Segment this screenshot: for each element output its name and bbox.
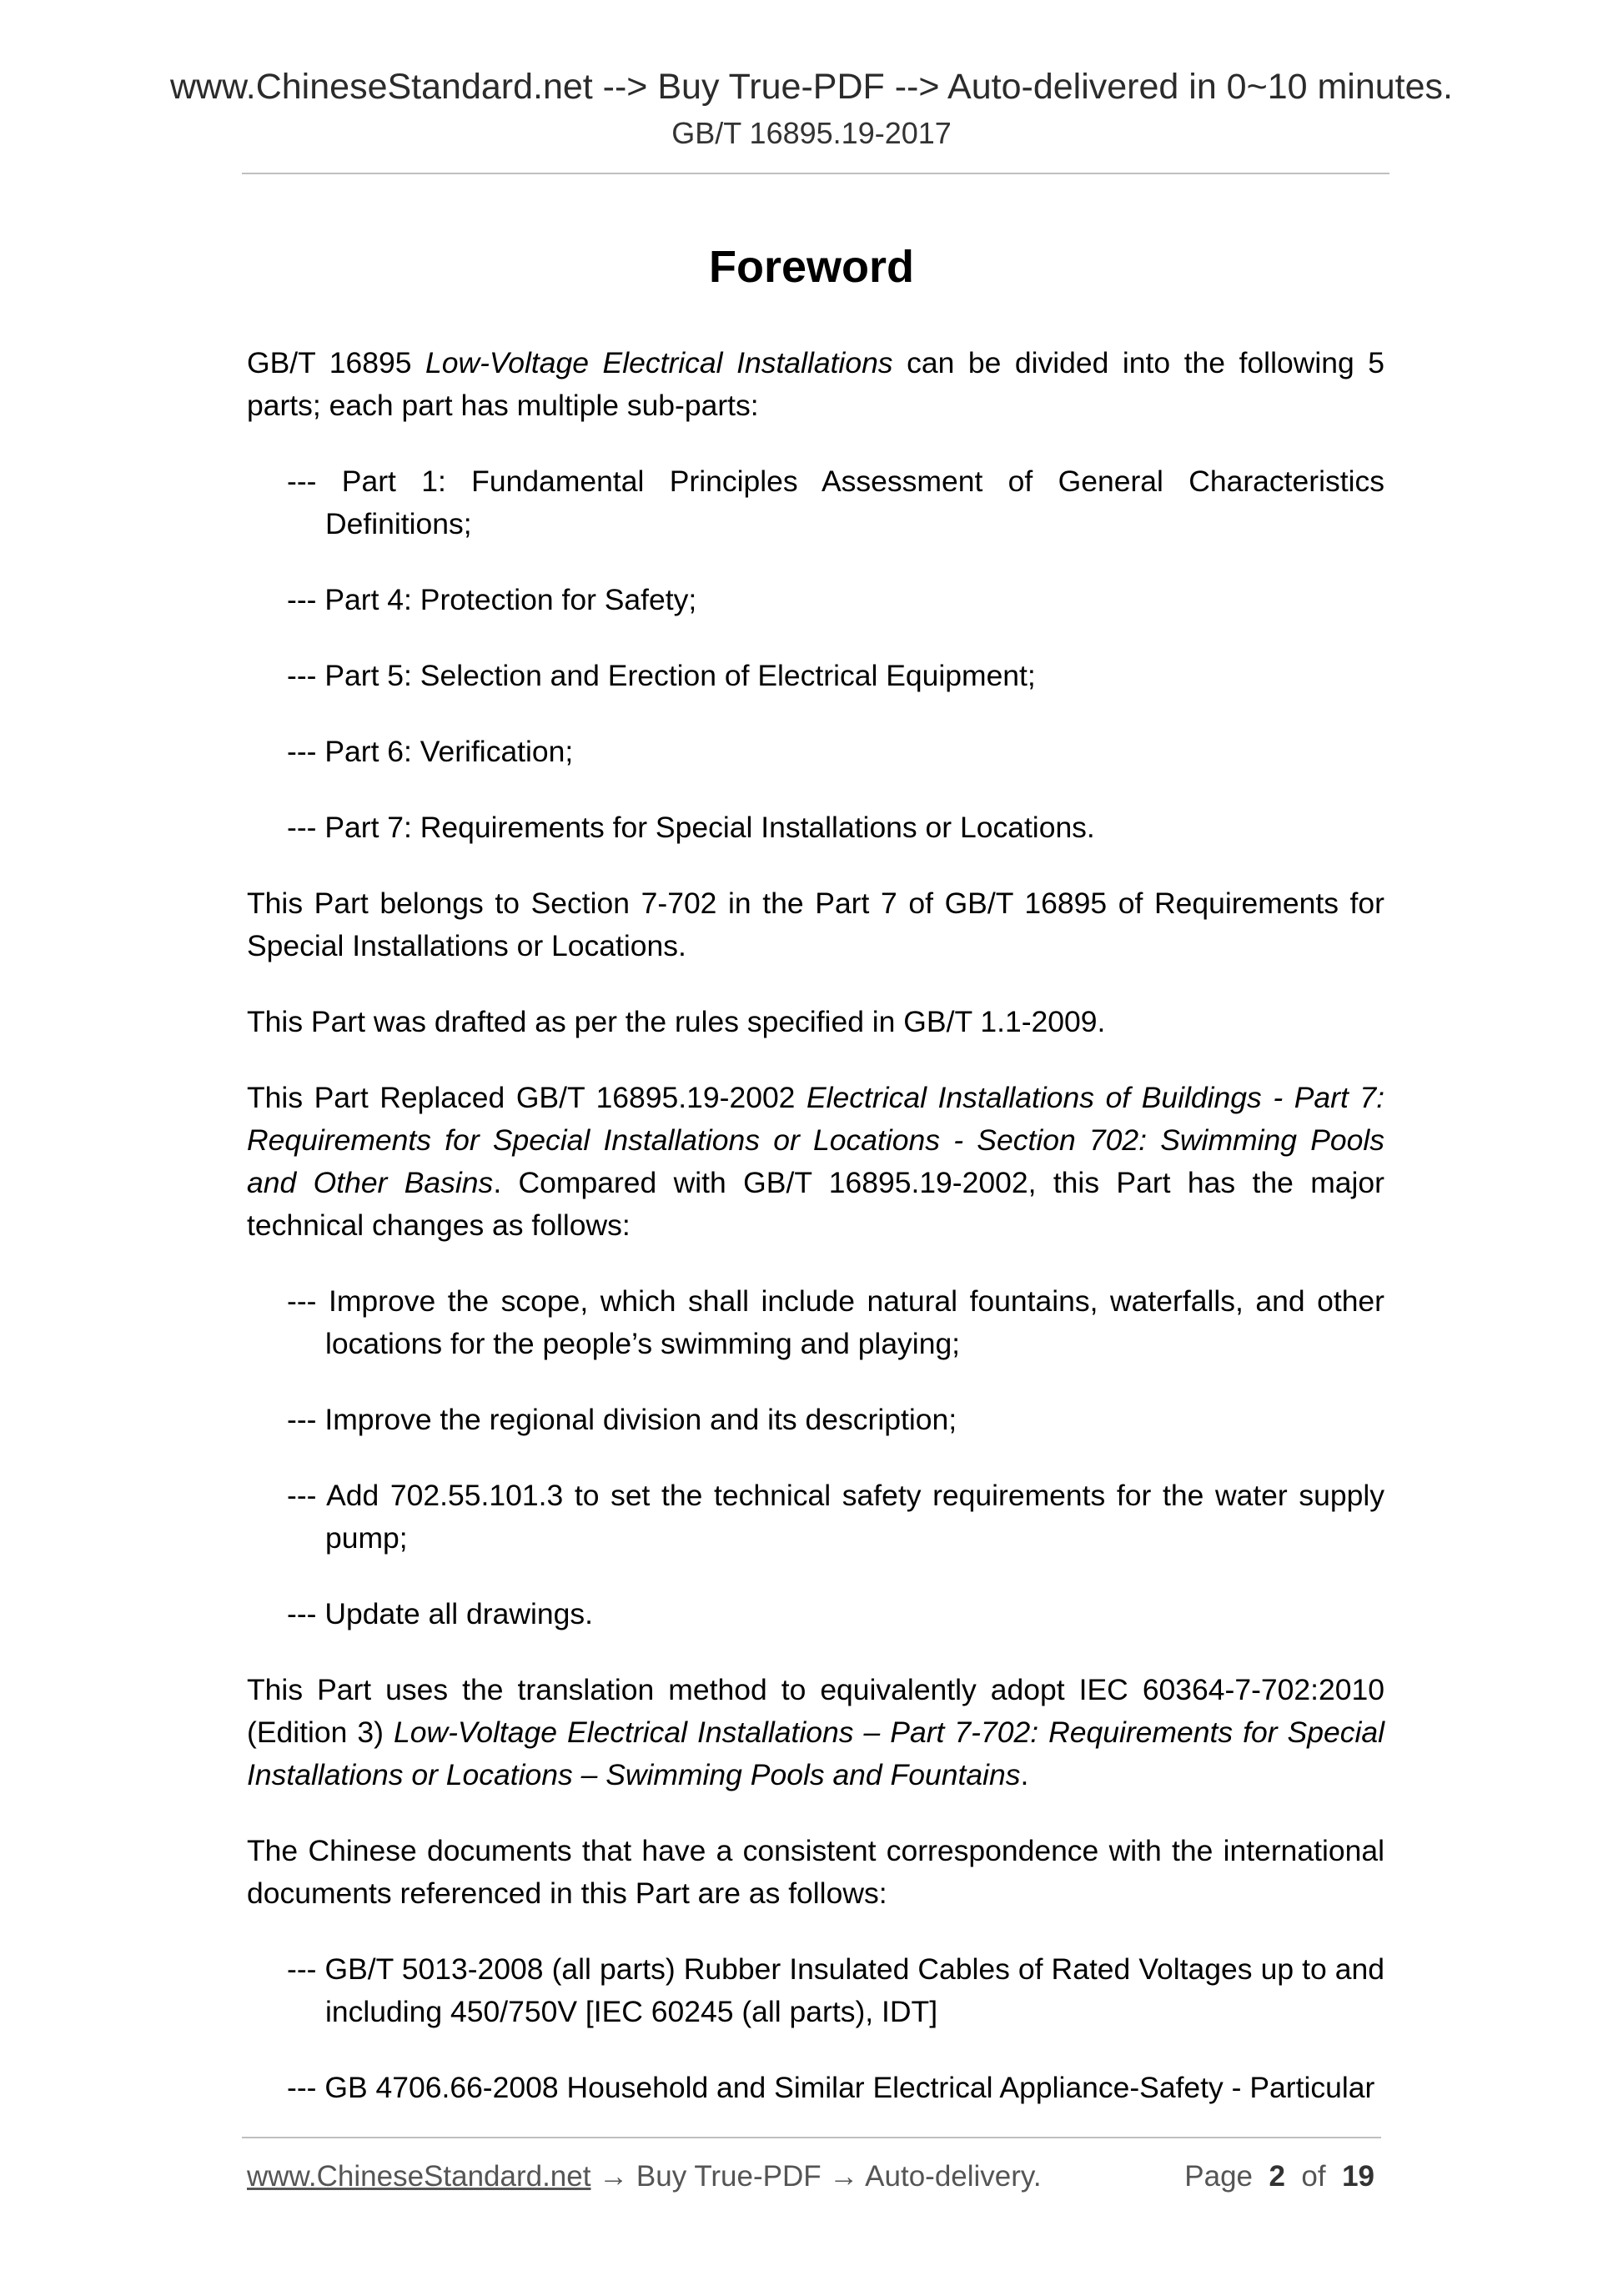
list-item: --- Update all drawings. <box>287 1597 593 1630</box>
adoption-text-c: . <box>1020 1758 1029 1791</box>
page-title: Foreword <box>708 242 914 292</box>
adoption-text-a: This Part uses the translation method to equivalently adopt IEC 60364-7-702:2010 (Edition 3) <box>247 1673 1384 1749</box>
references-list <box>247 1948 1384 2109</box>
of-label: of <box>1301 2160 1326 2193</box>
replacement-text-a: This Part Replaced GB/T 16895.19-2002 <box>247 1081 806 1114</box>
adoption-title-italic: Low-Voltage Electrical Installations – Part 7-702: Requirements for Special Installations or Locations – Swimming Pools and Fountains <box>247 1716 1384 1791</box>
footer-site-link[interactable]: www.ChineseStandard.net <box>247 2160 591 2193</box>
list-item: --- Part 6: Verification; <box>287 735 574 768</box>
adoption-paragraph <box>247 1669 1384 1796</box>
footer-divider <box>242 2137 1381 2138</box>
page-label: Page <box>1184 2160 1254 2193</box>
header-divider <box>242 173 1389 174</box>
total-pages: 19 <box>1342 2160 1374 2193</box>
list-item: --- Part 7: Requirements for Special Installations or Locations. <box>287 811 1095 844</box>
drafting-paragraph: This Part was drafted as per the rules specified in GB/T 1.1-2009. <box>247 1005 1106 1038</box>
list-item: --- Part 1: Fundamental Principles Assessment of General Characteristics Definitions; <box>287 465 1384 540</box>
list-item: --- Improve the scope, which shall include natural fountains, waterfalls, and other locations for the people’s swimming and playing; <box>287 1284 1384 1360</box>
header-standard-number: GB/T 16895.19-2017 <box>671 116 952 150</box>
intro-title-italic: Low-Voltage Electrical Installations <box>425 346 893 379</box>
header-banner: www.ChineseStandard.net --> Buy True-PDF --> Auto-delivered in 0~10 minutes. <box>169 67 1453 107</box>
intro-text-a: GB/T 16895 <box>247 346 425 379</box>
footer-promo-text: → Buy True-PDF → Auto-delivery. <box>590 2160 1042 2193</box>
list-item: --- Improve the regional division and its description; <box>287 1403 957 1436</box>
list-item: --- Add 702.55.101.3 to set the technical safety requirements for the water supply pump; <box>287 1479 1384 1555</box>
intro-text-c: can be divided into the following 5 parts; each part has multiple sub-parts: <box>247 346 1384 422</box>
list-item: --- GB 4706.66-2008 Household and Similar Electrical Appliance-Safety - Particular <box>287 2071 1375 2104</box>
parts-list <box>247 460 1384 849</box>
document-body <box>247 342 1384 2109</box>
replacement-text-c: . Compared with GB/T 16895.19-2002, this Part has the major technical changes as follows: <box>247 1166 1384 1242</box>
intro-paragraph <box>247 342 1384 427</box>
correspondence-paragraph: The Chinese documents that have a consistent correspondence with the international documents referenced in this Part are as follows: <box>247 1834 1384 1910</box>
changes-list <box>247 1280 1384 1635</box>
list-item: --- Part 4: Protection for Safety; <box>287 583 697 616</box>
page-number <box>1184 2158 1374 2195</box>
replacement-paragraph <box>247 1077 1384 1247</box>
footer-promo <box>247 2158 1042 2195</box>
list-item: --- Part 5: Selection and Erection of Electrical Equipment; <box>287 659 1036 692</box>
replacement-title-italic: Electrical Installations of Buildings - Part 7: Requirements for Special Installations or Locations - Section 702: Swimming Pools and Other Basins <box>247 1081 1384 1199</box>
current-page: 2 <box>1269 2160 1285 2193</box>
section-paragraph: This Part belongs to Section 7-702 in the Part 7 of GB/T 16895 of Requirements for Special Installations or Locations. <box>247 887 1384 962</box>
list-item: --- GB/T 5013-2008 (all parts) Rubber Insulated Cables of Rated Voltages up to and including 450/750V [IEC 60245 (all parts), IDT] <box>287 1952 1384 2028</box>
